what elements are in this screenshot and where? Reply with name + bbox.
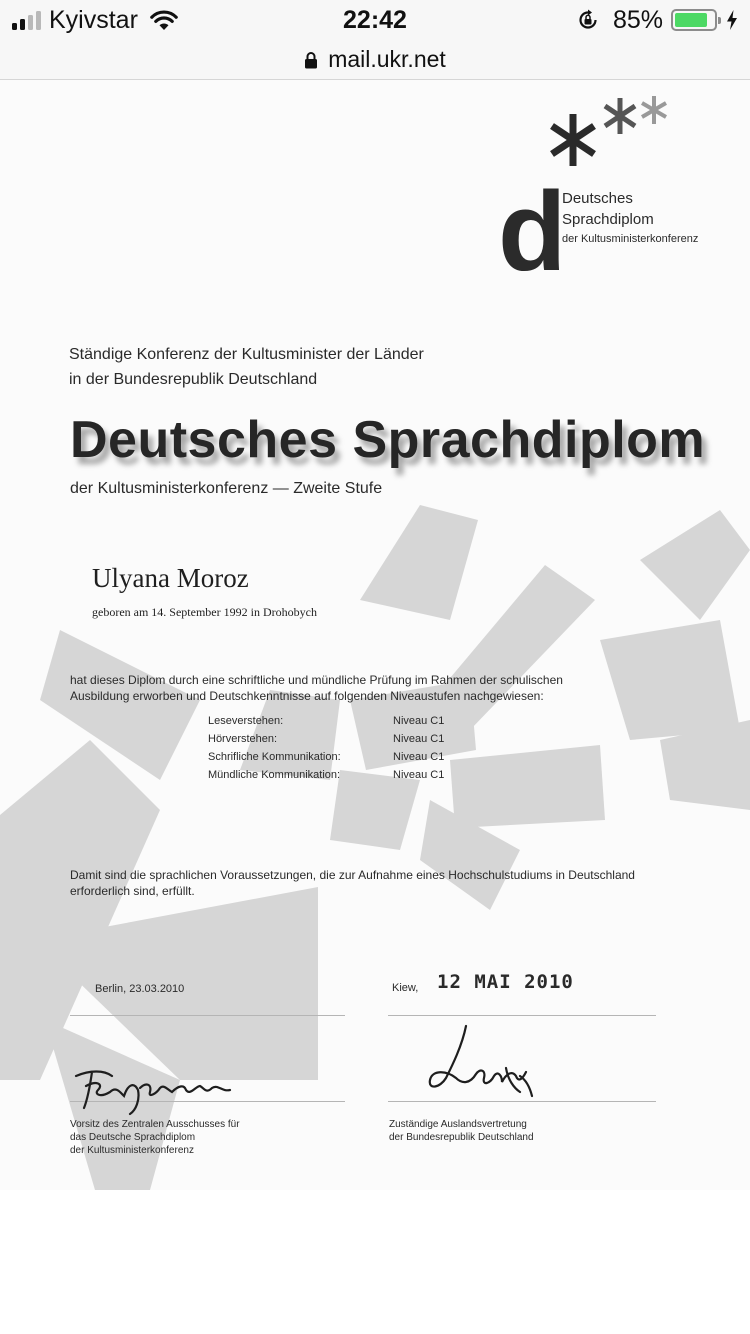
logo-letter: d [498,169,567,294]
certificate-subtitle: der Kultusministerkonferenz — Zweite Stufe [70,480,383,497]
logo-text-line1: Deutsches [562,190,633,207]
certificate-document [0,80,750,1190]
conclusion-line-1: Damit sind die sprachlichen Voraussetzungen, die zur Aufnahme eines Hochschulstudiums in Deutschland [70,868,635,882]
conference-line-1: Ständige Konferenz der Kultusminister der Länder [69,346,424,363]
logo-text-line3: der Kultusministerkonferenz [562,233,699,245]
skill-label: Leseverstehen: [208,715,284,727]
skill-level: Niveau C1 [393,715,445,727]
caption-line: der Bundesrepublik Deutschland [389,1132,534,1143]
charging-bolt-icon [726,10,738,30]
battery-fill [675,13,707,27]
intro-line-2: Ausbildung erworben und Deutschkenntnisse auf folgenden Niveaustufen nachgewiesen: [70,689,544,703]
logo-text-line2: Sprachdiplom [562,211,654,228]
url-text[interactable]: mail.ukr.net [328,46,446,72]
right-signature-caption [389,1118,534,1144]
skill-level: Niveau C1 [393,751,445,763]
battery-percent: 85% [612,5,663,34]
conclusion-line-2: erforderlich sind, erfüllt. [70,884,195,898]
caption-line: Vorsitz des Zentralen Ausschusses für [70,1119,240,1130]
date-stamp: 12 MAI 2010 [437,971,574,993]
battery-nub [718,17,721,24]
battery-icon [671,9,717,31]
orientation-lock-icon [577,9,599,31]
conference-line-2: in der Bundesrepublik Deutschland [69,371,318,388]
birth-info: geboren am 14. September 1992 in Drohobych [92,605,317,619]
carrier-name: Kyivstar [49,5,138,34]
skill-level: Niveau C1 [393,733,445,745]
url-bar[interactable] [0,40,750,80]
left-place-date: Berlin, 23.03.2010 [95,983,185,995]
caption-line: Zuständige Auslandsvertretung [389,1119,527,1130]
status-right [577,6,738,34]
caption-line: das Deutsche Sprachdiplom [70,1132,196,1143]
holder-name: Ulyana Moroz [92,563,249,593]
clock: 22:42 [343,6,407,34]
certificate-title: Deutsches Sprachdiplom [70,411,706,469]
padlock-icon [304,51,318,69]
left-signature-caption [70,1118,240,1157]
skill-level: Niveau C1 [393,769,445,781]
skill-label: Schrifliche Kommunikation: [208,751,341,763]
skill-label: Hörverstehen: [208,733,278,745]
signature-right [0,80,750,1190]
intro-line-1: hat dieses Diplom durch eine schriftliche und mündliche Prüfung im Rahmen der schulischen [70,673,563,687]
right-place-label: Kiew, [392,982,419,994]
status-bar [0,0,750,40]
caption-line: der Kultusministerkonferenz [70,1145,194,1156]
skill-label: Mündliche Kommunikation: [208,769,341,781]
